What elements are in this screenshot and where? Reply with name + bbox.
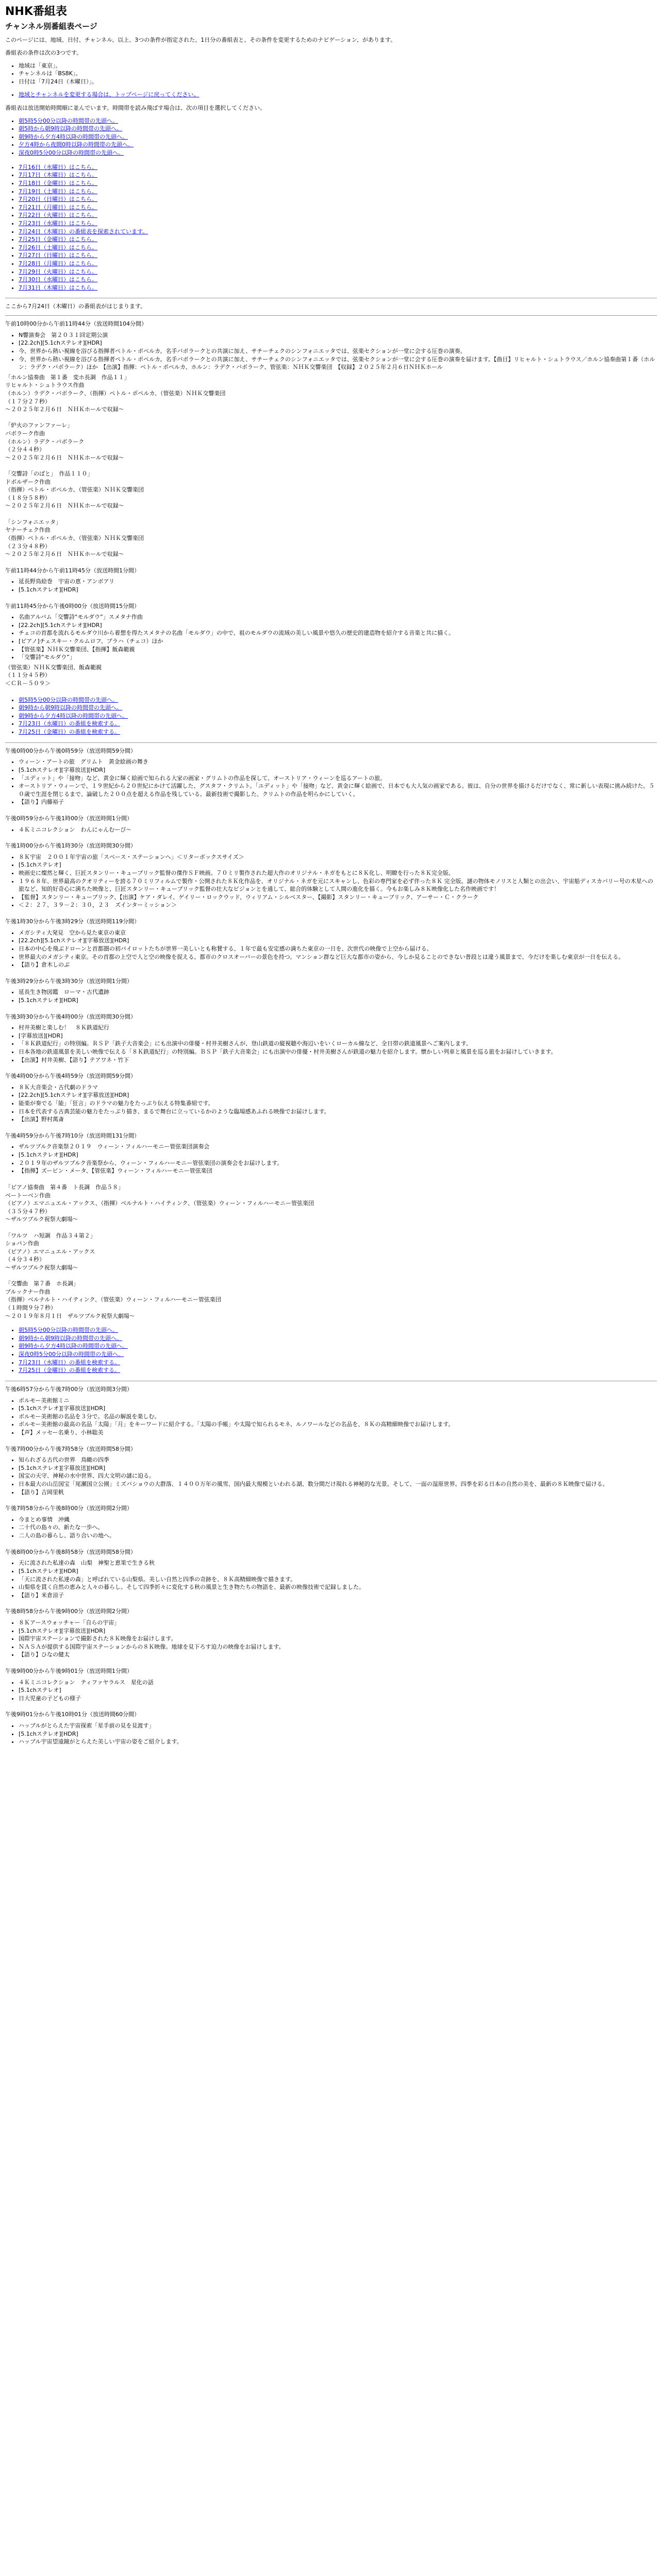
slot-time: 午後1時30分から午後3時29分（放送時間119分間） bbox=[5, 918, 140, 925]
time-nav-link[interactable]: 朝9時から夕方4時以降の時間帯の先頭へ。 bbox=[19, 133, 128, 140]
slot-time: 午後8時00分から午後8時58分（放送時間58分間） bbox=[5, 1548, 136, 1555]
program-slots-morning bbox=[5, 320, 657, 688]
program-detail: • [5.1chステレオ][字幕放送][HDR] bbox=[19, 1627, 657, 1635]
program-title: • 天に流された私達の森 山梨 神聖と恵果で生きる秋 bbox=[19, 1559, 657, 1567]
slot-time: 午後7時58分から午後8時00分（放送時間2分間） bbox=[5, 1505, 133, 1512]
program-title: • ４Ｋミニコレクション ティファヤラルス 星化の話 bbox=[19, 1679, 657, 1687]
program-details bbox=[5, 1722, 657, 1746]
top-link-list bbox=[5, 91, 657, 99]
slot-time: 午後7時00分から午後7時58分（放送時間58分間） bbox=[5, 1445, 136, 1452]
program-detail: • 今、世界から熱い視線を浴びる指揮者ペトル・ポペルカ。名手バボラークとの共演に加え、サチーチェクのシンフォニエッタでは、弦楽セクションが一堂に会する圧巻の演奏。 bbox=[19, 347, 657, 355]
condition-channel: • チャンネルは「BS8K」。 bbox=[19, 70, 657, 78]
page-title: NHK番組表 bbox=[5, 5, 67, 18]
program-detail: • [5.1chステレオ][HDR] bbox=[19, 1567, 657, 1575]
page-subtitle: チャンネル別番組表ページ bbox=[5, 22, 97, 31]
program-slot bbox=[5, 1132, 657, 1175]
program-detail: • ＮＡＳＡが提供する国際宇宙ステーションからの８Ｋ映像。地球を見下ろす迫力の映像をお届けします。 bbox=[19, 1643, 657, 1651]
program-title: • N響演奏会 第２０３１回定期公演 bbox=[19, 331, 657, 340]
program-title: • ボルモー美術館ミニ bbox=[19, 1397, 657, 1405]
program-title: • 延長野鳥絵巻 宇宙の恵・アンボアリ bbox=[19, 578, 657, 586]
slot-time: 午後3時30分から午後4時00分（放送時間30分間） bbox=[5, 1013, 136, 1020]
skip-note: 番組表は放送開始時間順に並んでいます。時間帯を読み飛ばす場合は、次の項目を選択してください。 bbox=[5, 105, 266, 112]
program-slot bbox=[5, 747, 657, 806]
program-detail: • 【語り】倉木しのぶ bbox=[19, 961, 657, 969]
program-detail: • 【語り】内藤裕子 bbox=[19, 798, 657, 806]
divider bbox=[5, 315, 657, 316]
date-link[interactable]: 7月29日（火曜日）はこちら。 bbox=[19, 268, 97, 275]
program-slot bbox=[5, 815, 657, 834]
program-detail: • ２０１９年のザルツブルク音楽祭から、ウィーン・フィルハーモニー管弦楽団の演奏会をお届けします。 bbox=[19, 1159, 657, 1167]
date-link[interactable]: 7月19日（土曜日）はこちら。 bbox=[19, 188, 97, 195]
slot-nav-link[interactable]: 朝9時から朝9時以降の時間帯の先頭へ。 bbox=[19, 1334, 122, 1342]
program-title: • 知られざる古代の世界 鳥瞰の四季 bbox=[19, 1456, 657, 1464]
program-detail: • 世界最大のメガシティ東京。その首都の上空で人と空の映像を捉える、都市のクロスオーバーの景色を持つ。マンション群など巨大な都市の姿から、今しか見ることのできない普段とは違う風景まで、今だけを楽しむ東京が一日を伝える。 bbox=[19, 953, 657, 961]
slot-nav-link[interactable]: 朝9時から夕方4時以降の時間帯の先頭へ。 bbox=[19, 1343, 128, 1350]
program-lineup: （管弦楽）ＮＨＫ交響楽団、飯森範親 （１１分４５秒） ＜ＣＲ－５０９＞ bbox=[5, 664, 102, 687]
program-details bbox=[5, 1559, 657, 1599]
program-detail: • [ピアノ]チェスキー・クルムロフ、プラハ（チェコ）ほか bbox=[19, 637, 657, 646]
date-link-current[interactable]: 7月24日（木曜日）の番組表を探索されています。 bbox=[19, 228, 148, 235]
next-day-link[interactable]: 7月25日（金曜日）の番組を検索する。 bbox=[19, 1367, 120, 1374]
program-slot bbox=[5, 1607, 657, 1659]
condition-date: • 日付は「7月24日（木曜日）」。 bbox=[19, 78, 657, 86]
program-detail: • 【声】メッセー名乗り、小林聡美 bbox=[19, 1429, 657, 1437]
divider bbox=[5, 742, 657, 743]
date-link[interactable]: 7月20日（日曜日）はこちら。 bbox=[19, 196, 97, 203]
program-title: • 名曲アルバム「交響詩“モルダウ”」スメタナ作曲 bbox=[19, 613, 657, 621]
condition-region: • 地域は「東京」。 bbox=[19, 62, 657, 70]
program-details bbox=[5, 1083, 657, 1124]
program-detail: • [字幕放送][HDR] bbox=[19, 1032, 657, 1040]
slot-time: 午後8時58分から午後9時00分（放送時間2分間） bbox=[5, 1608, 133, 1615]
program-details bbox=[5, 613, 657, 662]
program-detail: • [5.1chステレオ][HDR] bbox=[19, 1151, 657, 1159]
date-nav bbox=[5, 163, 657, 292]
program-detail: • ＜２：２７、３９－２：３０，２３ ズインターミッション＞ bbox=[19, 901, 657, 909]
program-detail: • [22.2ch][5.1chステレオ][字幕放送][HDR] bbox=[19, 937, 657, 945]
program-details bbox=[5, 1679, 657, 1703]
date-link[interactable]: 7月23日（水曜日）はこちら。 bbox=[19, 219, 97, 227]
date-link[interactable]: 7月17日（木曜日）はこちら。 bbox=[19, 172, 97, 179]
program-detail: • 「天に流された私達の森」と呼ばれている山梨県。美しい自然と四季の奇跡を、８Ｋ高精細映像で描きます。 bbox=[19, 1575, 657, 1584]
program-details bbox=[5, 988, 657, 1004]
date-link[interactable]: 7月16日（水曜日）はこちら。 bbox=[19, 163, 97, 171]
program-detail: • 「８Ｋ鉄道紀行」の特別編。ＲＳＰ「鉄子大音楽会」にも出演中の俳優・村井美樹さんが、登山鉄道の縦視聴や海辺いをいくローカル線など、全日帯の鉄道風景へご案内します。 bbox=[19, 1040, 657, 1048]
program-slot bbox=[5, 1667, 657, 1702]
date-link[interactable]: 7月31日（木曜日）はこちら。 bbox=[19, 284, 97, 291]
program-detail: • 二十代の島々の、新たな一歩へ。 bbox=[19, 1523, 657, 1532]
day-start-text: ここから7月24日（木曜日）の番組表がはじまります。 bbox=[5, 303, 146, 310]
slot-time: 午後4時00分から午後4時59分（放送時間59分間） bbox=[5, 1073, 136, 1080]
slot-nav-link[interactable]: 朝5時5分00分以降の時間帯の先頭へ。 bbox=[19, 1327, 118, 1334]
time-nav-link[interactable]: 深夜0時5分00分以降の時間帯の先頭へ。 bbox=[19, 149, 124, 157]
program-detail: • [5.1chステレオ][HDR] bbox=[19, 586, 657, 594]
program-detail: • 【監督】スタンリー・キューブリック、【出演】ケア・ダレイ、ゲイリー・ロックウッド、ウィリアム・シルベスター、【撮影】スタンリー・キューブリック、アーサー・Ｃ・クラーク bbox=[19, 893, 657, 902]
program-slot bbox=[5, 1072, 657, 1124]
program-detail: • 日本の中心を飛ぶドローンと首都圏の初パイロットたちが世界一美しいとも称賛する、１年で最も安定感の満ちた東京の一日を、次世代の映像で上空から届ける。 bbox=[19, 945, 657, 953]
program-detail: • [5.1chステレオ][字幕放送][HDR] bbox=[19, 1464, 657, 1472]
program-details bbox=[5, 758, 657, 806]
slot-time: 午後0時00分から午後0時59分（放送時間59分間） bbox=[5, 747, 136, 754]
next-day-link[interactable]: 7月25日（金曜日）の番組を検索する。 bbox=[19, 728, 120, 736]
program-slot bbox=[5, 320, 657, 558]
program-detail: • [5.1chステレオ][字幕放送][HDR] bbox=[19, 1404, 657, 1413]
program-title: • ウィーン・アートの旅 グリムト 黄金絵画の舞き bbox=[19, 758, 657, 766]
concert-program-details: 「ピアノ協奏曲 第４番 ト長調 作品５８」 ベートーベン作曲 （ピアノ）エマニュエル・アックス、（指揮）ベルナルト・ハイティンク、（管弦楽）ウィーン・フィルハーモニー管弦楽団 （３５分４７秒） ～ザルツブルク祝祭大劇場～ 「ワルツ ハ短調 作品３４第２」 ショパン作曲 （ピアノ）エマニュエル・アックス （４分３４秒） ～ザルツブルク祝祭大劇場～ 「交響曲 第７番 ホ長調」 ブルックナー作曲 （指揮）ベルナルト・ハイティンク、（管弦楽）ウィーン・フィルハーモニー管弦楽団 （１時間９分７秒） ～２０１９年８月１日 ザルツブルク祝祭大劇場～ bbox=[5, 1183, 314, 1319]
program-detail: • [22.2ch][5.1chステレオ][HDR] bbox=[19, 621, 657, 630]
program-slots-afternoon bbox=[5, 747, 657, 1175]
program-detail: • 【出演】野村萬斎 bbox=[19, 1115, 657, 1124]
time-nav bbox=[5, 117, 657, 157]
program-slot bbox=[5, 567, 657, 594]
program-title: • ８Ｋ大音楽会・古代劇のドラマ bbox=[19, 1083, 657, 1092]
conditions-list bbox=[5, 62, 657, 86]
slot-nav bbox=[5, 1326, 657, 1375]
slot-nav bbox=[5, 696, 657, 736]
program-detail: • 二人の島の暮らし、語り合いの地へ。 bbox=[19, 1532, 657, 1540]
slot-nav-link[interactable]: 朝5時5分00分以降の時間帯の先頭へ。 bbox=[19, 696, 118, 703]
program-details bbox=[5, 578, 657, 594]
program-slot bbox=[5, 1013, 657, 1064]
program-detail: • [5.1chステレオ][HDR] bbox=[19, 1730, 657, 1738]
program-title: • ８Ｋ宇宙 ２００１年宇宙の旅「スペース・ステーションへ」＜リターボックスサイズ＞ bbox=[19, 853, 657, 861]
program-detail: • チェコの首都を流れるモルダウ川から着想を得たスメタナの名曲「モルダウ」の中で、祖のモルダウの流域の美しい風景や悠久の歴史的建造物を紹介する音楽と共に描く。 bbox=[19, 629, 657, 637]
program-detail: • 国宝の天守、神秘の水中世界、四大文明の謎に迫る。 bbox=[19, 1472, 657, 1480]
time-nav-link[interactable]: 夕方4時から夜間0時以降の時間帯の先頭へ。 bbox=[19, 141, 134, 148]
date-link[interactable]: 7月25日（金曜日）はこちら。 bbox=[19, 236, 97, 243]
program-detail: • 【語り】吉岡里帆 bbox=[19, 1488, 657, 1497]
date-link[interactable]: 7月18日（金曜日）はこちら。 bbox=[19, 179, 97, 187]
prev-day-link[interactable]: 7月23日（水曜日）の番組を検索する。 bbox=[19, 720, 120, 727]
slot-time: 午後9時00分から午後9時01分（放送時間1分間） bbox=[5, 1667, 133, 1674]
program-slot bbox=[5, 842, 657, 909]
program-details bbox=[5, 1143, 657, 1175]
back-to-top-link[interactable]: 地域とチャンネルを変更する場合は、トップページに戻ってください。 bbox=[19, 91, 200, 98]
program-slot bbox=[5, 1504, 657, 1539]
program-detail: • ボルモー美術館の名品を３分で。名品の解説を楽しむ。 bbox=[19, 1413, 657, 1421]
program-title: • ８Ｋアースウォッチャー「自らの宇宙」 bbox=[19, 1619, 657, 1627]
program-details bbox=[5, 1619, 657, 1659]
slot-time: 午前11時44分から午前11時45分（放送時間1分間） bbox=[5, 567, 140, 574]
program-detail: • 日本最大の山岳国宝「尾瀬国立公園」ミズバショウの大群落、１４００万年の風雪、国内最大規模といわれる湖、数分間だけ現れる神秘的な光景。そして、一面の湿原世界。四季を彩る日本の自然の美を、最新の８Ｋ映像で届ける。 bbox=[19, 1480, 657, 1488]
program-detail: • ボルモー美術館の最高の名品「太陽」「月」をキーワードに紹介する。「太陽の手帳」や太陽で知られるモネ、ルノワールなどの名品を、８Ｋの高精細映像でお届けします。 bbox=[19, 1420, 657, 1429]
program-detail: • [5.1chステレオ] bbox=[19, 861, 657, 869]
program-detail: • 【管弦楽】ＮＨＫ交響楽団、【指揮】飯森範親 bbox=[19, 646, 657, 654]
program-detail: • ハッブル宇宙望遠鏡がとらえた美しい宇宙の姿をご紹介します。 bbox=[19, 1738, 657, 1746]
program-detail: • 日大児童の子どもの様子 bbox=[19, 1694, 657, 1703]
program-detail: • [22.2ch][5.1chステレオ][HDR] bbox=[19, 339, 657, 347]
program-detail: • [5.1chステレオ][HDR] bbox=[19, 996, 657, 1005]
program-slot bbox=[5, 918, 657, 969]
program-detail: • 「交響詩“モルダウ”」 bbox=[19, 653, 657, 662]
program-details bbox=[5, 1516, 657, 1540]
intro-text: このページには、地域、日付、チャンネル、以上、3つの条件が指定された、1日分の番組表と、その条件を変更するためのナビゲーション、があります。 bbox=[5, 37, 396, 44]
time-nav-link[interactable]: 朝5時5分00分以降の時間帯の先頭へ。 bbox=[19, 117, 118, 124]
slot-time: 午後9時01分から午後10時01分（放送時間60分間） bbox=[5, 1711, 140, 1718]
program-title: • 村井美樹と楽しむ！ ８Ｋ鉄道紀行 bbox=[19, 1024, 657, 1032]
program-slots-evening bbox=[5, 1385, 657, 1746]
program-detail: • 日本各地の鉄道風景を美しい映像で伝える「８Ｋ鉄道紀行」の特別編。ＢＳＰ「鉄子大音楽会」にも出演中の俳優・村井美樹さんが鉄道の魅力を紹介します。懐かしい列車と風景を巡る旅をお届けしていきます。 bbox=[19, 1048, 657, 1056]
program-detail: • 【語り】米倉涼子 bbox=[19, 1591, 657, 1600]
program-detail: • [22.2ch][5.1chステレオ][字幕放送][HDR] bbox=[19, 1091, 657, 1099]
program-slot bbox=[5, 1548, 657, 1600]
slot-time: 午後0時59分から午後1時00分（放送時間1分間） bbox=[5, 815, 133, 822]
program-title: • ハッブルがとらえた宇宙探索「星手前の見を見渡す」 bbox=[19, 1722, 657, 1730]
program-detail: • 【語り】ひなの健太 bbox=[19, 1651, 657, 1659]
program-details bbox=[5, 1024, 657, 1064]
date-link[interactable]: 7月30日（水曜日）はこちら。 bbox=[19, 276, 97, 283]
program-slot bbox=[5, 977, 657, 1005]
program-detail: • [5.1chステレオ] bbox=[19, 1686, 657, 1694]
program-detail: • 【出演】村井美樹、【語り】テアワネ・竹下 bbox=[19, 1056, 657, 1064]
slot-time: 午前11時45分から午後0時00分（放送時間15分間） bbox=[5, 602, 140, 609]
program-detail: • １９６８年、世界最高のクオリティーを誇る７０ミリフィルムで製作・公開された８Ｋ化作品を、オリジナル・ネガを元にスキャンし、色彩の専門家を必ず伴った８Ｋ 完全版。謎の物体モノリスと人類との出会い、宇宙船ディスカバリー号の木星への旅など、知的好奇心に満ちた映像と、巨匠スタンリー・キューブリック監督の壮大なビジョンとを通して、総合的体験として人間の進化を描く。今もお楽しみ８Ｋ映像化した名作映画です！ bbox=[19, 877, 657, 893]
program-details bbox=[5, 1456, 657, 1496]
date-link[interactable]: 7月22日（火曜日）はこちら。 bbox=[19, 212, 97, 219]
program-detail: • 山梨県を貫く自然の恵みと人々の暮らし。そして四季折々に変化する秋の風景と生き物たちの物語を、最新の映像技術で記録しました。 bbox=[19, 1583, 657, 1591]
date-link[interactable]: 7月27日（日曜日）はこちら。 bbox=[19, 252, 97, 259]
program-title: • ４Ｋミニコレクション わんにゃんむーび～ bbox=[19, 826, 657, 834]
time-nav-link[interactable]: 朝5時から朝9時以降の時間帯の先頭へ。 bbox=[19, 125, 122, 132]
program-details bbox=[5, 331, 657, 371]
date-link[interactable]: 7月28日（月曜日）はこちら。 bbox=[19, 260, 97, 267]
program-slot bbox=[5, 1445, 657, 1497]
slot-time: 午後6時57分から午後7時00分（放送時間3分間） bbox=[5, 1385, 133, 1393]
date-link[interactable]: 7月26日（土曜日）はこちら。 bbox=[19, 244, 97, 251]
program-slot bbox=[5, 1385, 657, 1437]
program-details bbox=[5, 826, 657, 834]
program-detail: • [5.1chステレオ][字幕放送][HDR] bbox=[19, 766, 657, 774]
slot-time: 午後1時00分から午後1時30分（放送時間30分間） bbox=[5, 842, 136, 850]
program-detail: • 国際宇宙ステーションで撮影された８Ｋ映像をお届けします。 bbox=[19, 1635, 657, 1643]
program-slot bbox=[5, 602, 657, 688]
date-link[interactable]: 7月21日（月曜日）はこちら。 bbox=[19, 204, 97, 211]
program-details bbox=[5, 853, 657, 909]
program-lineup: 「ホルン協奏曲 第１番 変ホ長調 作品１１」 リヒャルト・シュトラウス作曲 （ホルン）ラデク・バボラーク、（指揮）ペトル・ポペルカ、（管弦楽）ＮＨＫ交響楽団 （１７分２７秒） ～２０２５年２月６日 ＮＨＫホールで収録～ 「炉火のファンファーレ」 バボラーク作曲 （ホルン）ラデク・バボラーク （２分４４秒） ～２０２５年２月６日 ＮＨＫホールで収録～ 「交響詩「のばと」 作品１１０」 ドボルザーク作曲 （指揮）ペトル・ポペルカ、（管弦楽）ＮＨＫ交響楽団 （１８分５８秒） ～２０２５年２月６日 ＮＨＫホールで収録～ 「シンフォニエッタ」 ヤナーチェク作曲 （指揮）ペトル・ポペルカ、（管弦楽）ＮＨＫ交響楽団 （２３分４８秒） ～２０２５年２月６日 ＮＨＫホールで収録～ bbox=[5, 374, 226, 558]
slot-time: 午後3時29分から午後3時30分（放送時間1分間） bbox=[5, 977, 133, 985]
slot-nav-link[interactable]: 朝9時から夕方4時以降の時間帯の先頭へ。 bbox=[19, 712, 128, 719]
program-detail: • 能楽が奏でる「能」「狂言」のドラマの魅力をたっぷり伝える特集番組です。 bbox=[19, 1099, 657, 1108]
program-title: • ザルツブルク音楽祭２０１９ ウィーン・フィルハーモニー管弦楽団演奏会 bbox=[19, 1143, 657, 1151]
program-detail: • 映画史に燦然と輝く、巨匠スタンリー・キューブリック監督の傑作ＳＦ映画。７０ミリ製作された超大作のオリジナル・ネガをもとに８Ｋ化し、明瞭を行った８Ｋ完全版。 bbox=[19, 869, 657, 877]
program-slot bbox=[5, 1710, 657, 1745]
program-detail: • 【指揮】ズービン・メータ、【管弦楽】ウィーン・フィルハーモニー管弦楽団 bbox=[19, 1167, 657, 1175]
program-detail: • 日本を代表する古典芸能の魅力をたっぷり描き、まるで舞台に立っているかのような臨場感あふれる映像でお届けします。 bbox=[19, 1108, 657, 1116]
conditions-heading: 番組表の条件は次の3つです。 bbox=[5, 49, 82, 56]
prev-day-link[interactable]: 7月23日（水曜日）の番組を検索する。 bbox=[19, 1359, 120, 1366]
slot-nav-link[interactable]: 深夜0時5分00分以降の時間帯の先頭へ。 bbox=[19, 1351, 124, 1358]
program-details bbox=[5, 1397, 657, 1437]
program-title: • 延長生き物図鑑 ローマ・古代遺跡 bbox=[19, 988, 657, 996]
program-details bbox=[5, 929, 657, 969]
program-detail: • オーストリア・ウィーンで、１９世紀から２０世紀にかけて活躍した、グスタフ・クリムト。「ユディット」や「接吻」など、黄金に輝く絵画で、日本でも大人気の画家である。彼は、自分の世界を描けるだけでなく、常に新しい表現に挑み続けた。５０歳で生涯を閉じるまで、論破した２００点を超える作品を残している。最新技術で撮影した、クリムトの作品を明らかにしていく。 bbox=[19, 782, 657, 798]
program-title: • 今まとめ事情 沖縄 bbox=[19, 1516, 657, 1524]
program-title: • メガシティ大発見 空から見た東京の東京 bbox=[19, 929, 657, 937]
slot-nav-link[interactable]: 朝9時から朝9時以降の時間帯の先頭へ。 bbox=[19, 704, 122, 711]
program-detail: • 「ユディット」や「接吻」など、黄金に輝く絵画で知られる大家の画家・グリムトの作品を探して、オーストリア・ウィーンを巡るアートの旅。 bbox=[19, 774, 657, 783]
slot-time: 午前10時00分から午前11時44分（放送時間104分間） bbox=[5, 320, 147, 328]
program-detail: • 今、世界から熱い視線を浴びる指揮者ペトル・ポペルカ。名手バボラークとの共演に加え、サチーチェクのシンフォニエッタでは、弦楽セクションが一堂に会する圧巻の演奏を届けます。【曲目】リヒャルト・シュトラウス／ホルン協奏曲第１番（ホルン：ラデク・バボラーク）ほか 【出演】指揮：ペトル・ポペルカ、ホルン：ラデク・バボラーク、管弦楽：ＮＨＫ交響楽団 【収録】２０２５年２月６日ＮＨＫホール bbox=[19, 355, 657, 371]
slot-time: 午後4時59分から午後7時10分（放送時間131分間） bbox=[5, 1132, 140, 1139]
